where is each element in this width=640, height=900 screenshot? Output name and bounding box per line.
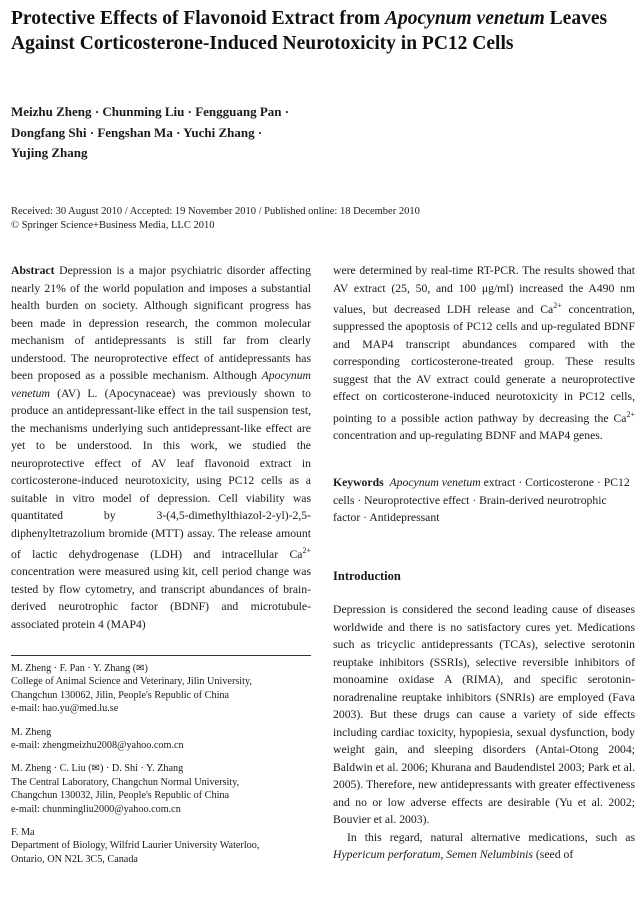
abstract-heading: Abstract <box>11 264 55 277</box>
author-line: Dongfang Shi · Fengshan Ma · Yuchi Zhang · <box>11 124 263 140</box>
abstract-text: (AV) L. (Apocynaceae) was previously shown to produce an antidepressant-like effect in the tail suspension test, the mechanisms underlying such antidepressant-like effect are yet to be understood. In this work, we studied the neuroprotective effect of AV leaf flavonoid extract in corticosterone-induced neurotoxicity, using PC12 cells as a suitable in vitro model of depression. Cell viability was quantitated by 3-(4,5-dimethylthiazol-2-yl)-2,5-diphenyltetrazolium bromide (MTT) assay. The release amount of lactic dehydrogenase (LDH) and intracellular Ca <box>11 386 311 561</box>
affiliation-email: e-mail: chunmingliu2000@yahoo.com.cn <box>11 803 181 815</box>
author-line: Yujing Zhang <box>11 145 88 160</box>
affiliation-block <box>11 762 311 816</box>
affiliation-name-text: M. Zheng · F. Pan · Y. Zhang ( <box>11 663 137 674</box>
title-species: Apocynum venetum <box>385 8 545 29</box>
affiliation-names: M. Zheng <box>11 726 52 738</box>
keywords-heading: Keywords <box>333 476 384 489</box>
affiliation-email: e-mail: zhengmeizhu2008@yahoo.com.cn <box>11 740 184 752</box>
introduction-heading: Introduction <box>333 569 401 583</box>
superscript: 2+ <box>626 409 635 419</box>
affiliation-names <box>11 662 311 675</box>
affiliation-name-text: M. Zheng · C. Liu ( <box>11 763 92 775</box>
title-text: Protective Effects of Flavonoid Extract from <box>11 8 385 29</box>
abstract-text: Depression is a major psychiatric disorder affecting nearly 21% of the world population and imposes a substantial health burden on society. Although significant progress has been made in depression research, the common molecular mechanism of antidepressants is still far from clearly understood. The neuroprotective effect of antidepressants has been proposed as a possible mechanism. Although <box>11 264 311 382</box>
abstract-text: were determined by real-time RT-PCR. The results showed that AV extract (25, 50, and 100 μg/ml) increased the A490 nm values, but decreased LDH release and Ca <box>333 264 635 316</box>
author-line: Meizhu Zheng · Chunming Liu · Fengguang Pan · <box>11 104 290 119</box>
footnote-divider <box>11 655 311 656</box>
affiliation-name-text: ) <box>144 663 148 674</box>
publication-dates: Received: 30 August 2010 / Accepted: 19 November 2010 / Published online: 18 December 2010 <box>11 206 420 217</box>
paper-title <box>11 6 611 56</box>
abstract-text: concentration, suppressed the apoptosis of PC12 cells and up-regulated BDNF and MAP4 transcript abundances compared with the corresponding corticosterone-treated group. These results suggest that the AV extract could generate a neuroprotective effect on corticosterone-induced neurotoxicity in PC12 cells, pointing to a possible action pathway by decreasing the Ca <box>333 302 635 425</box>
envelope-icon: ✉ <box>91 763 101 775</box>
species-name: Semen Nelumbinis <box>446 848 533 861</box>
abstract-text: concentration and up-regulating BDNF and MAP4 genes. <box>333 429 603 443</box>
abstract-paragraph <box>11 262 311 633</box>
affiliation-line: The Central Laboratory, Changchun Normal University, <box>11 776 240 788</box>
affiliation-line: Ontario, ON N2L 3C5, Canada <box>11 853 138 865</box>
affiliation-block <box>11 726 311 753</box>
affiliation-email: e-mail: hao.yu@med.lu.se <box>11 703 119 715</box>
abstract-left-column <box>11 262 311 633</box>
superscript: 2+ <box>302 546 311 555</box>
affiliation-names <box>11 762 311 775</box>
introduction-paragraph: Depression is considered the second leading cause of diseases worldwide and there is no satisfactory cures yet. Medications such as tricyclic antidepressants (TCAs), selective serotonin reuptake inhibitors (SSRIs), selective reversible inhibitors of monoamine oxidase A (RIMA), and specific serotonin-noradrenaline reuptake inhibitors (SNRIs) are employed (Fava 2003). But these drugs can cause a variety of side effects including cardiac toxicity, hypopiesia, sexual dysfunction, body weight gain, and sleeping disorders (Antai-Otong 2004; Baldwin et al. 2006; Khurana and Baudendistel 2003; Park et al. 2005). Therefore, new antidepressants with greater effectiveness and no or low adverse effects are desirable (Yu et al. 2002; Bouvier et al. 2003). <box>333 603 635 826</box>
author-list <box>11 102 431 164</box>
introduction-text: (seed of <box>532 848 574 861</box>
abstract-species: Apocynum venetum <box>11 369 311 400</box>
affiliation-line: Department of Biology, Wilfrid Laurier University Waterloo, <box>11 840 260 852</box>
introduction-text: , <box>440 848 447 861</box>
affiliation-line: Changchun 130062, Jilin, People's Republic of China <box>11 689 230 701</box>
keywords-species: Apocynum venetum <box>389 476 481 489</box>
introduction-text: In this regard, natural alternative medications, such as <box>347 830 635 844</box>
copyright-line: © Springer Science+Business Media, LLC 2010 <box>11 220 215 231</box>
affiliations <box>11 662 311 876</box>
affiliation-line: Changchun 130032, Jilin, People's Republic of China <box>11 790 230 802</box>
introduction-paragraph <box>333 829 635 864</box>
keywords-text: extract · Corticosterone · PC12 cells · Neuroprotective effect · Brain-derived neurotrophic factor · Antidepressant <box>333 476 630 524</box>
affiliation-block <box>11 662 311 716</box>
abstract-paragraph-continued <box>333 262 635 445</box>
abstract-text: concentration were measured using kit, cell period change was tested by flow cytometry, and transcript abundances of brain-derived neurotrophic factor (BDNF) and microtubule-associated protein 4 (MAP4) <box>11 565 311 631</box>
title-text-rest: Leaves Against Corticosterone-Induced Neurotoxicity in PC12 Cells <box>11 8 608 54</box>
publication-metadata <box>11 205 611 233</box>
superscript: 2+ <box>553 301 562 310</box>
affiliation-names: F. Ma <box>11 827 35 839</box>
abstract-right-column <box>333 262 635 445</box>
envelope-icon: ✉ <box>136 663 145 674</box>
affiliation-block <box>11 826 311 866</box>
keywords <box>333 474 635 527</box>
species-name: Hypericum perforatum <box>333 848 441 861</box>
affiliation-line: College of Animal Science and Veterinary, Jilin University, <box>11 676 252 688</box>
introduction-body <box>333 601 635 864</box>
affiliation-name-text: ) · D. Shi · Y. Zhang <box>100 763 184 775</box>
